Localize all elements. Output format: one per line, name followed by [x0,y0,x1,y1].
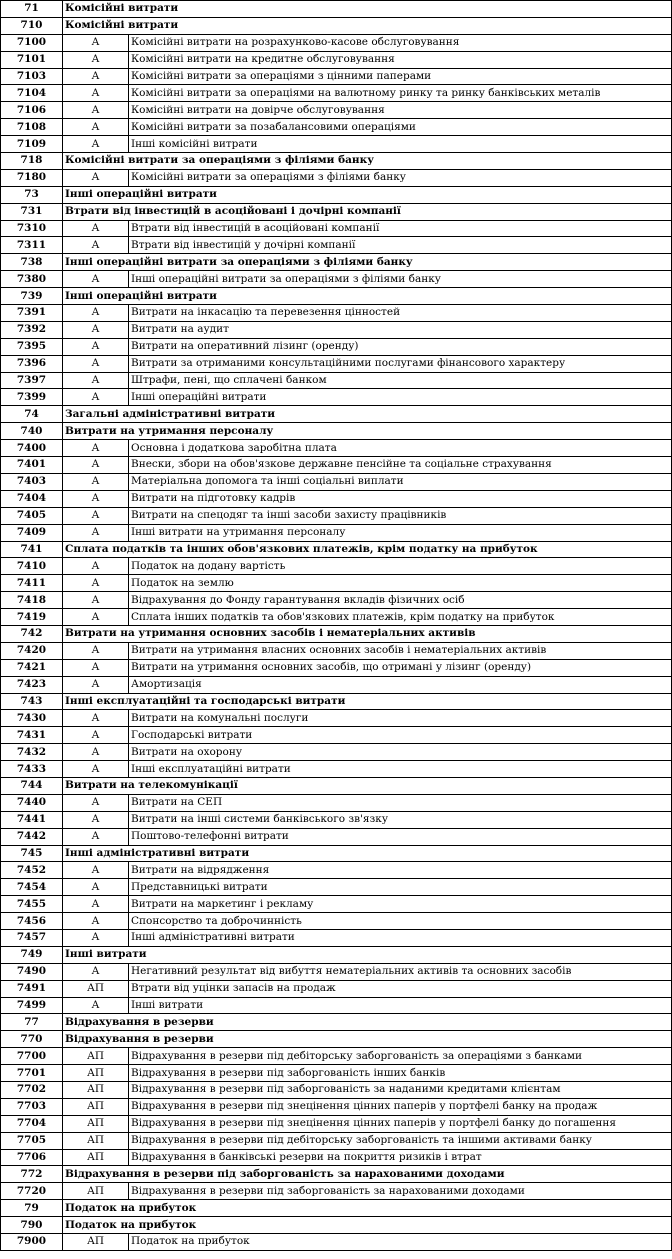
account-name: Поштово-телефонні витрати [129,828,672,845]
account-type: А [63,136,129,153]
account-name: Сплата інших податків та обов'язкових платежів, крім податку на прибуток [129,609,672,626]
account-code: 7103 [1,68,63,85]
account-name: Основна і додаткова заробітна плата [129,440,672,457]
account-code: 7396 [1,355,63,372]
account-code: 7104 [1,85,63,102]
section-title: Інші операційні витрати [63,288,672,305]
account-name: Інші експлуатаційні витрати [129,761,672,778]
account-code: 718 [1,153,63,170]
account-row [1,794,672,811]
section-header-row [1,288,672,305]
account-name: Витрати на відрядження [129,862,672,879]
account-row [1,220,672,237]
account-code: 7106 [1,102,63,119]
account-name: Комісійні витрати за операціями на валютному ринку та ринку банківських металів [129,85,672,102]
account-type: А [63,997,129,1014]
account-type: А [63,355,129,372]
section-header-row [1,254,672,271]
account-row [1,507,672,524]
account-code: 7432 [1,744,63,761]
account-name: Штрафи, пені, що сплачені банком [129,372,672,389]
account-name: Інші операційні витрати за операціями з філіями банку [129,271,672,288]
account-row [1,1132,672,1149]
account-code: 7380 [1,271,63,288]
section-title: Комісійні витрати за операціями з філіями банку [63,153,672,170]
account-type: А [63,659,129,676]
account-row [1,997,672,1014]
account-code: 7180 [1,169,63,186]
section-title: Сплата податків та інших обов'язкових платежів, крім податку на прибуток [63,541,672,558]
account-code: 7454 [1,879,63,896]
account-name: Спонсорство та доброчинність [129,913,672,930]
account-name: Витрати на охорону [129,744,672,761]
account-type: АП [63,1082,129,1099]
account-code: 7900 [1,1234,63,1251]
account-type: А [63,305,129,322]
section-title: Відрахування в резерви [63,1014,672,1031]
account-type: А [63,727,129,744]
account-code: 7491 [1,980,63,997]
account-code: 7456 [1,913,63,930]
account-code: 7421 [1,659,63,676]
account-code: 749 [1,946,63,963]
account-row [1,575,672,592]
account-row [1,1048,672,1065]
account-row [1,338,672,355]
account-code: 7400 [1,440,63,457]
section-header-row [1,625,672,642]
account-code: 79 [1,1200,63,1217]
section-title: Комісійні витрати [63,17,672,34]
account-type: А [63,642,129,659]
account-row [1,169,672,186]
account-name: Внески, збори на обов'язкове державне пенсійне та соціальне страхування [129,457,672,474]
section-title: Податок на прибуток [63,1217,672,1234]
section-header-row [1,423,672,440]
account-name: Відрахування в резерви під знецінення цінних паперів у портфелі банку до погашення [129,1115,672,1132]
account-row [1,609,672,626]
account-row [1,305,672,322]
account-code: 7310 [1,220,63,237]
account-code: 7705 [1,1132,63,1149]
account-code: 7420 [1,642,63,659]
account-type: АП [63,1048,129,1065]
account-type: АП [63,1098,129,1115]
account-code: 7401 [1,457,63,474]
section-header-row [1,1200,672,1217]
account-code: 7411 [1,575,63,592]
account-name: Комісійні витрати за позабалансовими операціями [129,119,672,136]
account-code: 7392 [1,321,63,338]
account-code: 7704 [1,1115,63,1132]
account-code: 770 [1,1031,63,1048]
account-type: АП [63,980,129,997]
section-title: Інші операційні витрати [63,186,672,203]
account-row [1,879,672,896]
account-code: 7391 [1,305,63,322]
account-type: А [63,389,129,406]
account-name: Відрахування в резерви під дебіторську заборгованість за операціями з банками [129,1048,672,1065]
account-row [1,761,672,778]
account-name: Витрати на підготовку кадрів [129,490,672,507]
account-type: А [63,575,129,592]
account-row [1,676,672,693]
account-type: А [63,811,129,828]
account-name: Відрахування в резерви під дебіторську заборгованість та іншими активами банку [129,1132,672,1149]
account-name: Витрати на спецодяг та інші засоби захисту працівників [129,507,672,524]
account-type: АП [63,1115,129,1132]
account-code: 7703 [1,1098,63,1115]
account-code: 7108 [1,119,63,136]
account-code: 7430 [1,710,63,727]
account-code: 731 [1,203,63,220]
account-row [1,271,672,288]
account-code: 744 [1,777,63,794]
account-name: Витрати на утримання власних основних засобів і нематеріальних активів [129,642,672,659]
account-name: Втрати від уцінки запасів на продаж [129,980,672,997]
account-code: 710 [1,17,63,34]
account-row [1,51,672,68]
account-type: А [63,558,129,575]
account-row [1,710,672,727]
account-type: А [63,507,129,524]
account-name: Комісійні витрати за операціями з філіями банку [129,169,672,186]
account-name: Відрахування в резерви під заборгованість інших банків [129,1065,672,1082]
section-title: Відрахування в резерви під заборгованість за нарахованими доходами [63,1166,672,1183]
account-row [1,1149,672,1166]
account-type: А [63,592,129,609]
account-type: А [63,440,129,457]
account-code: 7452 [1,862,63,879]
account-name: Витрати на комунальні послуги [129,710,672,727]
account-type: А [63,744,129,761]
account-row [1,136,672,153]
account-code: 7399 [1,389,63,406]
section-header-row [1,946,672,963]
account-row [1,473,672,490]
account-row [1,372,672,389]
account-code: 77 [1,1014,63,1031]
account-row [1,896,672,913]
account-row [1,558,672,575]
section-header-row [1,541,672,558]
account-row [1,237,672,254]
section-title: Загальні адміністративні витрати [63,406,672,423]
account-type: А [63,963,129,980]
account-name: Інші операційні витрати [129,389,672,406]
account-row [1,980,672,997]
account-code: 7397 [1,372,63,389]
account-name: Витрати на маркетинг і рекламу [129,896,672,913]
account-type: А [63,457,129,474]
account-name: Амортизація [129,676,672,693]
account-code: 7440 [1,794,63,811]
section-title: Інші витрати [63,946,672,963]
account-type: А [63,237,129,254]
account-type: А [63,473,129,490]
section-title: Інші експлуатаційні та господарські витрати [63,693,672,710]
account-row [1,1115,672,1132]
account-name: Інші витрати [129,997,672,1014]
account-row [1,862,672,879]
account-name: Витрати на оперативний лізинг (оренду) [129,338,672,355]
account-type: А [63,119,129,136]
account-type: АП [63,1065,129,1082]
account-type: А [63,794,129,811]
account-row [1,85,672,102]
account-code: 7441 [1,811,63,828]
account-row [1,1065,672,1082]
account-name: Комісійні витрати на кредитне обслуговування [129,51,672,68]
account-row [1,389,672,406]
account-code: 7419 [1,609,63,626]
account-row [1,811,672,828]
account-code: 7702 [1,1082,63,1099]
account-type: А [63,85,129,102]
account-row [1,1082,672,1099]
account-name: Витрати на аудит [129,321,672,338]
account-name: Інші адміністративні витрати [129,929,672,946]
account-type: А [63,68,129,85]
account-name: Податок на прибуток [129,1234,672,1251]
account-code: 7100 [1,34,63,51]
account-row [1,355,672,372]
account-type: А [63,676,129,693]
section-title: Витрати на телекомунікації [63,777,672,794]
account-type: А [63,372,129,389]
account-row [1,119,672,136]
account-row [1,727,672,744]
account-type: А [63,102,129,119]
account-code: 7720 [1,1183,63,1200]
account-row [1,490,672,507]
account-type: АП [63,1234,129,1251]
account-row [1,440,672,457]
account-code: 7701 [1,1065,63,1082]
account-code: 790 [1,1217,63,1234]
account-type: А [63,51,129,68]
account-type: А [63,913,129,930]
section-header-row [1,845,672,862]
account-type: А [63,220,129,237]
account-code: 7490 [1,963,63,980]
account-code: 738 [1,254,63,271]
section-header-row [1,777,672,794]
account-row [1,659,672,676]
account-code: 7404 [1,490,63,507]
table-body [1,1,672,1251]
account-name: Податок на додану вартість [129,558,672,575]
account-name: Відрахування в резерви під знецінення цінних паперів у портфелі банку на продаж [129,1098,672,1115]
account-code: 7311 [1,237,63,254]
account-row [1,744,672,761]
account-code: 7101 [1,51,63,68]
section-title: Інші адміністративні витрати [63,845,672,862]
account-row [1,963,672,980]
account-name: Інші комісійні витрати [129,136,672,153]
section-header-row [1,153,672,170]
account-row [1,102,672,119]
account-code: 7418 [1,592,63,609]
account-code: 7410 [1,558,63,575]
account-code: 7706 [1,1149,63,1166]
account-name: Втрати від інвестицій у дочірні компанії [129,237,672,254]
account-name: Витрати за отриманими консультаційними послугами фінансового характеру [129,355,672,372]
account-code: 7409 [1,524,63,541]
section-header-row [1,17,672,34]
account-name: Негативний результат від вибуття нематеріальних активів та основних засобів [129,963,672,980]
account-type: А [63,761,129,778]
account-row [1,68,672,85]
account-row [1,1234,672,1251]
account-row [1,592,672,609]
account-type: АП [63,1149,129,1166]
account-name: Відрахування в банківські резерви на покриття ризиків і втрат [129,1149,672,1166]
account-name: Комісійні витрати на довірче обслуговування [129,102,672,119]
account-code: 742 [1,625,63,642]
account-type: А [63,879,129,896]
account-row [1,1098,672,1115]
account-code: 7442 [1,828,63,845]
account-code: 740 [1,423,63,440]
account-row [1,929,672,946]
account-code: 772 [1,1166,63,1183]
account-row [1,321,672,338]
account-code: 743 [1,693,63,710]
account-type: А [63,169,129,186]
section-header-row [1,1014,672,1031]
section-title: Втрати від інвестицій в асоційовані і дочірні компанії [63,203,672,220]
account-name: Представницькі витрати [129,879,672,896]
account-type: А [63,271,129,288]
account-code: 7405 [1,507,63,524]
section-title: Податок на прибуток [63,1200,672,1217]
section-header-row [1,1166,672,1183]
account-code: 71 [1,1,63,18]
account-code: 7455 [1,896,63,913]
account-code: 7433 [1,761,63,778]
account-row [1,524,672,541]
account-code: 7431 [1,727,63,744]
account-type: А [63,490,129,507]
account-name: Витрати на інші системи банківського зв'язку [129,811,672,828]
account-code: 74 [1,406,63,423]
section-title: Інші операційні витрати за операціями з філіями банку [63,254,672,271]
account-name: Комісійні витрати за операціями з цінними паперами [129,68,672,85]
account-row [1,1183,672,1200]
account-code: 7700 [1,1048,63,1065]
account-name: Комісійні витрати на розрахунково-касове обслуговування [129,34,672,51]
account-type: А [63,524,129,541]
account-type: А [63,896,129,913]
account-name: Втрати від інвестицій в асоційовані компанії [129,220,672,237]
section-header-row [1,203,672,220]
account-name: Витрати на СЕП [129,794,672,811]
section-title: Відрахування в резерви [63,1031,672,1048]
section-header-row [1,693,672,710]
account-code: 7423 [1,676,63,693]
account-type: АП [63,1183,129,1200]
account-name: Матеріальна допомога та інші соціальні виплати [129,473,672,490]
account-name: Відрахування в резерви під заборгованість за нарахованими доходами [129,1183,672,1200]
account-type: А [63,828,129,845]
account-row [1,457,672,474]
account-code: 7395 [1,338,63,355]
account-type: А [63,321,129,338]
account-name: Податок на землю [129,575,672,592]
account-name: Господарські витрати [129,727,672,744]
account-code: 741 [1,541,63,558]
account-code: 7499 [1,997,63,1014]
section-header-row [1,1217,672,1234]
account-code: 7457 [1,929,63,946]
section-header-row [1,186,672,203]
section-header-row [1,406,672,423]
account-name: Відрахування до Фонду гарантування вкладів фізичних осіб [129,592,672,609]
section-title: Комісійні витрати [63,1,672,18]
account-type: А [63,609,129,626]
account-row [1,34,672,51]
account-type: А [63,710,129,727]
account-code: 7403 [1,473,63,490]
section-header-row [1,1,672,18]
account-code: 7109 [1,136,63,153]
account-name: Відрахування в резерви під заборгованість за наданими кредитами клієнтам [129,1082,672,1099]
account-type: А [63,34,129,51]
account-type: А [63,338,129,355]
account-code: 739 [1,288,63,305]
account-type: А [63,862,129,879]
account-name: Витрати на інкасацію та перевезення цінностей [129,305,672,322]
account-code: 745 [1,845,63,862]
account-type: А [63,929,129,946]
account-name: Витрати на утримання основних засобів, що отримані у лізинг (оренду) [129,659,672,676]
section-title: Витрати на утримання основних засобів і нематеріальних активів [63,625,672,642]
account-row [1,828,672,845]
account-name: Інші витрати на утримання персоналу [129,524,672,541]
account-code: 73 [1,186,63,203]
account-type: АП [63,1132,129,1149]
section-header-row [1,1031,672,1048]
account-row [1,642,672,659]
account-row [1,913,672,930]
section-title: Витрати на утримання персоналу [63,423,672,440]
